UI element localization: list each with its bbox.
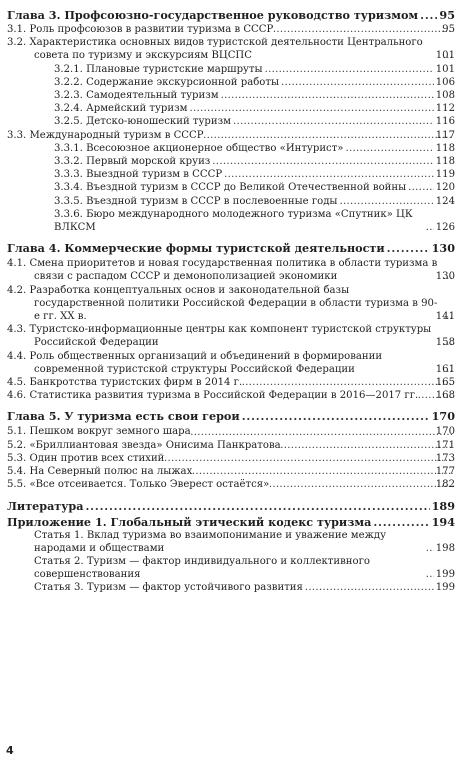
page-ref: 101	[435, 63, 455, 75]
toc-item-4-2	[7, 284, 455, 324]
page-ref: 130	[431, 241, 455, 256]
dot-leader	[424, 568, 434, 581]
page-ref: 165	[435, 377, 455, 389]
page-ref: 130	[435, 271, 455, 283]
toc-item-3-1	[7, 23, 455, 36]
dot-leader	[424, 542, 434, 555]
dot-leader	[337, 195, 433, 208]
page-ref: 116	[435, 116, 455, 128]
item-text: 5.5. «Все отсеивается. Только Эверест остаётся»	[7, 479, 270, 491]
page-ref: 117	[435, 129, 455, 141]
dot-leader	[222, 168, 434, 181]
page-number: 4	[6, 744, 14, 757]
toc-item-3-3	[7, 129, 455, 142]
dot-leader	[83, 499, 429, 513]
item-text: 3.2.4. Армейский туризм	[54, 103, 188, 115]
item-text: 3.3.6. Бюро международного молодежного туризма «Спутник» ЦК ВЛКСМ	[54, 208, 413, 234]
page-ref: 199	[435, 569, 455, 581]
toc-item-5-2	[7, 439, 455, 452]
page-ref: 124	[435, 195, 455, 207]
toc-item-5-5	[7, 478, 455, 491]
toc-article-3	[7, 581, 455, 594]
item-text: 3.2.5. Детско-юношеский туризм	[54, 116, 231, 128]
dot-leader	[343, 142, 433, 155]
toc-item-3-2-1	[7, 63, 455, 76]
toc-item-3-2-3	[7, 89, 455, 102]
page-ref: 173	[435, 452, 455, 464]
toc-literature	[7, 499, 455, 513]
item-text: 5.1. Пешком вокруг земного шара	[7, 426, 191, 438]
toc-article-2	[7, 555, 455, 581]
page-ref: 177	[435, 466, 455, 478]
item-text: 3.2.2. Содержание экскурсионной работы	[54, 76, 279, 88]
item-text: 3.1. Роль профсоюзов в развитии туризма в СССР	[7, 24, 274, 35]
toc-item-4-3	[7, 323, 455, 349]
item-text: 3.2.1. Плановые туристские маршруты	[54, 63, 263, 75]
toc-item-3-3-2	[7, 155, 455, 168]
toc-item-5-3	[7, 452, 455, 465]
toc-item-5-1	[7, 425, 455, 438]
toc-item-4-6	[7, 389, 455, 402]
chapter-title: Глава 3. Профсоюзно-государственное руководство туризмом	[7, 8, 419, 22]
toc-item-3-3-4	[7, 181, 455, 194]
page-ref: 101	[435, 50, 455, 62]
page-ref: 141	[435, 311, 455, 323]
table-of-contents	[7, 8, 455, 595]
toc-item-3-2-4	[7, 102, 455, 115]
item-text: 4.3. Туристско-информационные центры как компонент туристской структуры Российской Федерации	[7, 324, 432, 349]
page-ref: 199	[435, 582, 455, 594]
dot-leader	[303, 581, 434, 594]
page-ref: 95	[442, 24, 455, 35]
dot-leader	[263, 63, 434, 76]
dot-leader	[164, 452, 453, 465]
toc-item-3-2-2	[7, 76, 455, 89]
item-text: 4.4. Роль общественных организаций и объединений в формировании современной туристской структуры Российской Федерации	[7, 350, 383, 375]
item-text: 4.2. Разработка концептуальных основ и законодательной базы государственной политики Российской Федерации в области туризма в 90-е гг. XX в.	[7, 284, 438, 323]
page-ref: 170	[435, 426, 455, 438]
dot-leader	[242, 376, 453, 389]
item-text: 5.3. Один против всех стихий	[7, 452, 165, 464]
item-text: 4.5. Банкротства туристских фирм в 2014 г.	[7, 377, 243, 389]
item-text: Статья 3. Туризм — фактор устойчивого развития	[34, 582, 303, 594]
page-ref: 119	[435, 169, 455, 181]
toc-item-3-2-5	[7, 115, 455, 128]
chapter-title: Литература	[7, 498, 84, 513]
page-ref: 170	[431, 409, 455, 424]
dot-leader	[385, 241, 430, 255]
page-ref: 189	[431, 498, 455, 513]
chapter-title: Глава 5. У туризма есть свои герои	[7, 409, 240, 424]
page-ref: 106	[435, 76, 455, 88]
dot-leader	[210, 155, 433, 168]
chapter-title: Приложение 1. Глобальный этический кодекс туризма	[7, 514, 372, 529]
toc-article-1	[7, 529, 455, 555]
toc-item-4-1	[7, 257, 455, 283]
dot-leader	[424, 221, 434, 234]
dot-leader	[231, 115, 434, 128]
item-text: 3.2.3. Самодеятельный туризм	[54, 90, 219, 102]
page-ref: 161	[435, 363, 455, 375]
item-text: Статья 1. Вклад туризма во взаимопонимание и уважение между народами и обществами	[34, 529, 387, 554]
item-text: 4.6. Статистика развития туризма в Российской Федерации в 2016—2017 гг.	[7, 390, 419, 402]
page-ref: 198	[435, 542, 455, 554]
toc-item-3-2	[7, 36, 455, 62]
item-text: 4.1. Смена приоритетов и новая государственная политика в области туризма в связи с распадом СССР и демонополизацией экономики	[7, 258, 438, 283]
item-text: 3.3.1. Всесоюзное акционерное общество «Интурист»	[54, 142, 344, 154]
toc-item-3-3-5	[7, 195, 455, 208]
toc-item-3-3-3	[7, 168, 455, 181]
toc-item-3-3-1	[7, 142, 455, 155]
item-text: 5.2. «Бриллиантовая звезда» Онисима Панкратова	[7, 439, 281, 451]
dot-leader	[273, 23, 453, 36]
toc-appendix-1	[7, 515, 455, 529]
chapter-title: Глава 4. Коммерческие формы туристской деятельности	[7, 241, 385, 256]
page-ref: 126	[435, 222, 455, 234]
item-text: 3.3.4. Въездной туризм в СССР до Великой Отечественной войны	[54, 182, 407, 194]
dot-leader	[204, 129, 453, 142]
item-text: 3.3.5. Въездной туризм в СССР в послевоенные годы	[54, 195, 338, 207]
item-text: 3.2. Характеристика основных видов туристской деятельности Центрального совета по туризму и экскурсиям ВЦСПС	[7, 37, 423, 62]
page-ref: 118	[435, 156, 455, 168]
page-ref: 95	[439, 8, 455, 22]
page-ref: 118	[435, 142, 455, 154]
item-text: 5.4. На Северный полюс на лыжах	[7, 466, 193, 478]
dot-leader	[219, 89, 434, 102]
toc-item-5-4	[7, 465, 455, 478]
item-text: 3.3.2. Первый морской круиз	[54, 156, 211, 168]
page-ref: 171	[435, 439, 455, 451]
dot-leader	[406, 181, 434, 194]
dot-leader	[187, 102, 433, 115]
toc-item-4-4	[7, 350, 455, 376]
toc-chapter-4	[7, 241, 455, 255]
toc-chapter-3	[7, 8, 455, 22]
dot-leader	[371, 515, 429, 529]
page-ref: 108	[435, 90, 455, 102]
page-ref: 194	[431, 514, 455, 529]
page-ref: 112	[435, 103, 455, 115]
item-text: 3.3. Международный туризм в СССР	[7, 129, 204, 141]
dot-leader	[191, 426, 453, 439]
page-ref: 120	[435, 182, 455, 194]
dot-leader	[192, 465, 453, 478]
toc-chapter-5	[7, 409, 455, 423]
item-text: Статья 2. Туризм — фактор индивидуального и коллективного совершенствования	[34, 555, 370, 581]
page-ref: 182	[435, 479, 455, 491]
toc-item-3-3-6	[7, 208, 455, 234]
dot-leader	[279, 76, 434, 89]
item-text: 3.3.3. Выездной туризм в СССР	[54, 169, 223, 181]
page-ref: 158	[435, 337, 455, 349]
dot-leader	[418, 8, 437, 22]
dot-leader	[240, 409, 430, 423]
page-ref: 168	[435, 390, 455, 402]
dot-leader	[269, 478, 453, 491]
toc-item-4-5	[7, 376, 455, 389]
dot-leader	[281, 439, 453, 452]
